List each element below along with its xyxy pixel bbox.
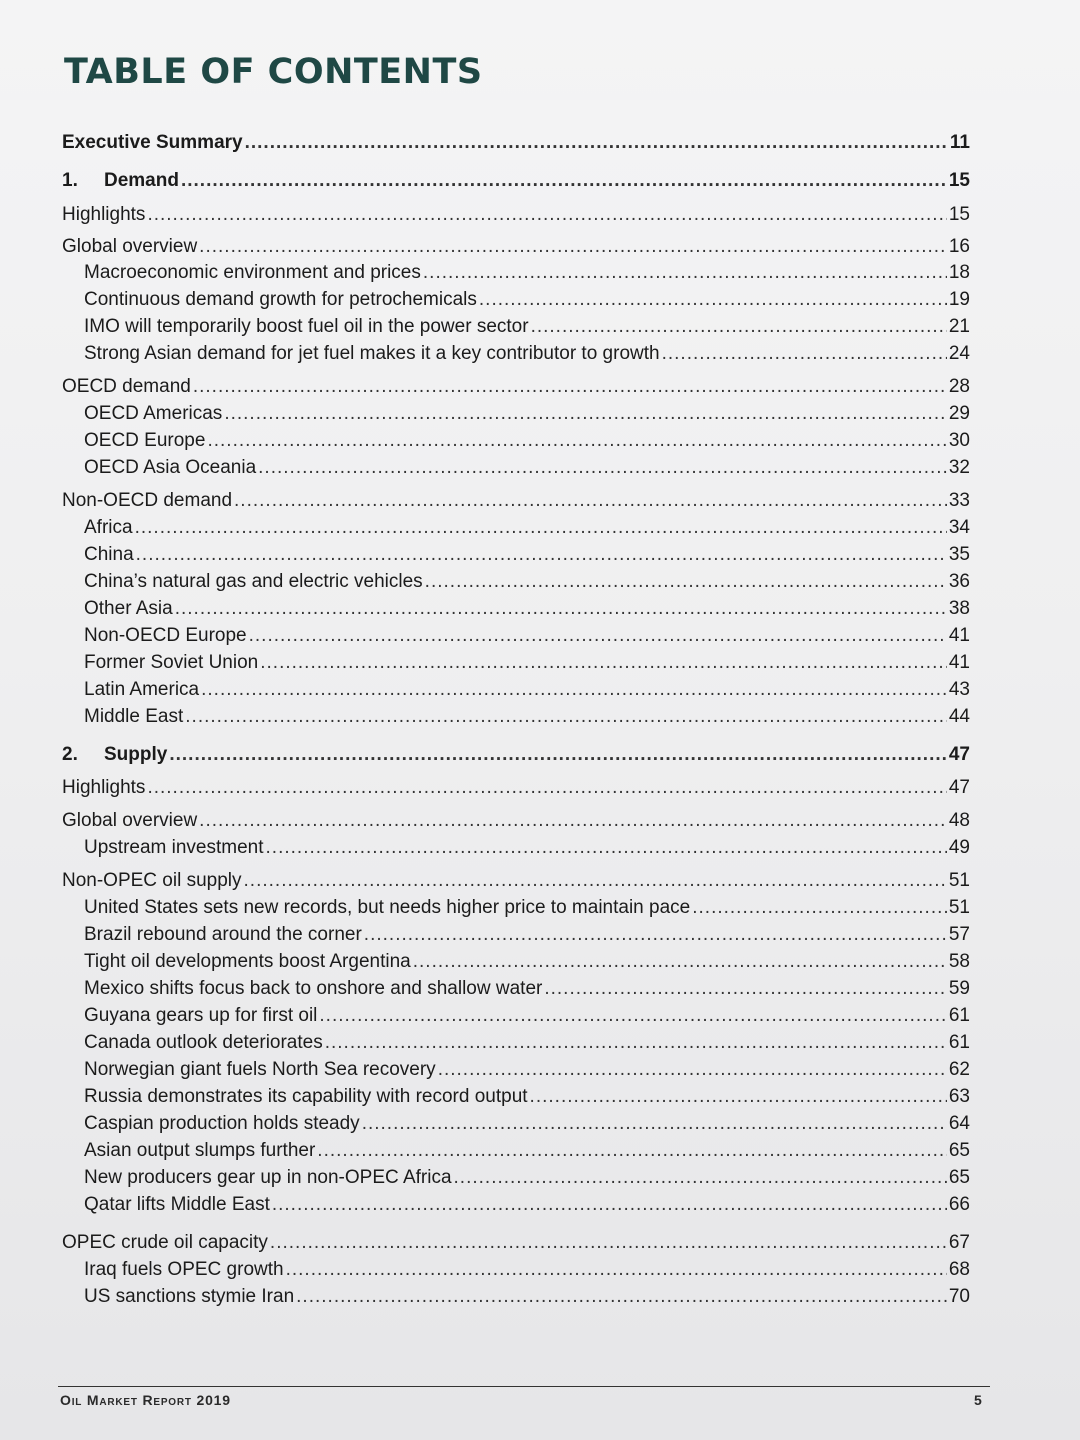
toc-entry-page-number: 41	[948, 652, 970, 673]
toc-entry[interactable]	[84, 897, 970, 921]
toc-entry[interactable]	[84, 625, 970, 649]
toc-leader-dots	[296, 1286, 947, 1308]
toc-leader-dots	[224, 403, 947, 425]
toc-entry-page-number: 41	[948, 625, 970, 646]
toc-entry[interactable]	[84, 652, 970, 676]
toc-entry-page-number: 19	[948, 289, 970, 310]
toc-entry-page-number: 35	[948, 544, 970, 565]
toc-entry[interactable]	[84, 1167, 970, 1191]
toc-entry[interactable]	[84, 571, 970, 595]
toc-entry-page-number: 65	[948, 1140, 970, 1161]
toc-leader-dots	[270, 1232, 947, 1254]
toc-entry[interactable]	[84, 924, 970, 948]
toc-entry[interactable]	[84, 1286, 970, 1310]
toc-entry-label: OECD Americas	[84, 403, 223, 424]
toc-entry[interactable]	[84, 837, 970, 861]
toc-entry-page-number: 32	[948, 457, 970, 478]
toc-entry[interactable]	[84, 598, 970, 622]
toc-entry-page-number: 34	[948, 517, 970, 538]
toc-entry[interactable]	[62, 376, 970, 400]
toc-entry-label: Iraq fuels OPEC growth	[84, 1259, 284, 1280]
toc-entry-page-number: 57	[948, 924, 970, 945]
toc-entry-label: Macroeconomic environment and prices	[84, 262, 421, 283]
toc-entry-label: Asian output slumps further	[84, 1140, 316, 1161]
toc-entry-number: 2.	[62, 744, 78, 765]
toc-entry-page-number: 61	[948, 1005, 970, 1026]
toc-leader-dots	[530, 1086, 947, 1108]
toc-entry[interactable]	[84, 1005, 970, 1029]
toc-entry-label: Former Soviet Union	[84, 652, 259, 673]
toc-leader-dots	[260, 652, 947, 674]
toc-entry-label: United States sets new records, but needs higher price to maintain pace	[84, 897, 691, 918]
toc-entry-page-number: 11	[949, 132, 970, 153]
toc-entry-label: IMO will temporarily boost fuel oil in the power sector	[84, 316, 529, 337]
toc-entry[interactable]	[62, 490, 970, 514]
toc-leader-dots	[438, 1059, 947, 1081]
toc-entry-page-number: 28	[948, 376, 970, 397]
toc-entry-label: Qatar lifts Middle East	[84, 1194, 270, 1215]
toc-entry-page-number: 68	[948, 1259, 970, 1280]
page-title: TABLE OF CONTENTS	[64, 52, 483, 92]
toc-leader-dots	[199, 236, 947, 258]
toc-entry[interactable]	[84, 951, 970, 975]
toc-entry[interactable]	[62, 204, 970, 228]
toc-entry-number: 1.	[62, 170, 78, 191]
toc-leader-dots	[319, 1005, 946, 1027]
toc-leader-dots	[258, 457, 947, 479]
toc-entry-page-number: 51	[948, 897, 970, 918]
toc-entry[interactable]	[62, 132, 970, 156]
toc-leader-dots	[425, 571, 947, 593]
toc-entry-page-number: 43	[948, 679, 970, 700]
toc-leader-dots	[272, 1194, 947, 1216]
toc-entry[interactable]	[84, 403, 970, 427]
toc-entry-page-number: 49	[948, 837, 970, 858]
toc-entry-page-number: 63	[948, 1086, 970, 1107]
toc-entry-page-number: 44	[948, 706, 970, 727]
toc-entry-label: Canada outlook deteriorates	[84, 1032, 323, 1053]
toc-entry-label: Strong Asian demand for jet fuel makes it a key contributor to growth	[84, 343, 660, 364]
toc-entry-label: Non-OPEC oil supply	[62, 870, 242, 891]
toc-entry-page-number: 66	[948, 1194, 970, 1215]
toc-entry-label: Supply	[104, 744, 168, 765]
toc-entry-label: Tight oil developments boost Argentina	[84, 951, 411, 972]
footer-report-title: Oil Market Report 2019	[60, 1392, 231, 1408]
toc-entry-page-number: 51	[948, 870, 970, 891]
toc-entry-label: Mexico shifts focus back to onshore and shallow water	[84, 978, 543, 999]
toc-entry[interactable]	[84, 343, 970, 367]
toc-entry-label: Global overview	[62, 810, 198, 831]
toc-leader-dots	[175, 598, 947, 620]
toc-entry-page-number: 59	[948, 978, 970, 999]
toc-entry[interactable]	[84, 1140, 970, 1164]
toc-leader-dots	[362, 1113, 947, 1135]
toc-entry-label: Latin America	[84, 679, 200, 700]
toc-entry[interactable]	[84, 289, 970, 313]
toc-entry-label: Non-OECD Europe	[84, 625, 247, 646]
toc-entry-page-number: 21	[948, 316, 970, 337]
toc-entry-label: OECD Europe	[84, 430, 206, 451]
toc-entry[interactable]	[84, 517, 970, 541]
toc-entry-label: China	[84, 544, 134, 565]
toc-entry-page-number: 64	[948, 1113, 970, 1134]
toc-entry-label: Russia demonstrates its capability with record output	[84, 1086, 528, 1107]
toc-leader-dots	[325, 1032, 947, 1054]
toc-entry[interactable]	[62, 236, 970, 260]
toc-entry[interactable]	[84, 1259, 970, 1283]
toc-leader-dots	[234, 490, 947, 512]
toc-entry-label: OECD demand	[62, 376, 191, 397]
toc-entry[interactable]	[62, 1232, 970, 1256]
toc-entry-label: Norwegian giant fuels North Sea recovery	[84, 1059, 436, 1080]
toc-leader-dots	[201, 679, 947, 701]
toc-entry[interactable]	[84, 1032, 970, 1056]
toc-entry-page-number: 67	[948, 1232, 970, 1253]
toc-entry-label: Africa	[84, 517, 133, 538]
toc-entry[interactable]	[62, 744, 970, 768]
toc-leader-dots	[454, 1167, 947, 1189]
toc-entry[interactable]	[84, 430, 970, 454]
toc-leader-dots	[185, 706, 947, 728]
toc-entry[interactable]	[84, 978, 970, 1002]
toc-leader-dots	[136, 544, 947, 566]
toc-leader-dots	[423, 262, 947, 284]
toc-leader-dots	[207, 430, 946, 452]
toc-entry[interactable]	[84, 262, 970, 286]
toc-entry-page-number: 24	[948, 343, 970, 364]
toc-leader-dots	[479, 289, 947, 311]
toc-leader-dots	[147, 777, 946, 799]
toc-leader-dots	[169, 744, 947, 766]
toc-entry-page-number: 16	[948, 236, 970, 257]
toc-entry[interactable]	[84, 1194, 970, 1218]
toc-entry-label: New producers gear up in non-OPEC Africa	[84, 1167, 452, 1188]
toc-leader-dots	[286, 1259, 947, 1281]
toc-leader-dots	[544, 978, 947, 1000]
toc-entry-page-number: 18	[948, 262, 970, 283]
toc-entry[interactable]	[62, 870, 970, 894]
toc-entry-label: Continuous demand growth for petrochemicals	[84, 289, 477, 310]
toc-entry[interactable]	[62, 810, 970, 834]
toc-entry-label: China’s natural gas and electric vehicles	[84, 571, 423, 592]
toc-entry-page-number: 15	[948, 204, 970, 225]
toc-entry-page-number: 38	[948, 598, 970, 619]
toc-entry-label: Demand	[104, 170, 179, 191]
toc-entry-label: Upstream investment	[84, 837, 264, 858]
toc-entry-page-number: 15	[948, 170, 970, 191]
footer-page-number: 5	[974, 1392, 982, 1408]
toc-entry-page-number: 33	[948, 490, 970, 511]
toc-leader-dots	[135, 517, 947, 539]
toc-leader-dots	[692, 897, 947, 919]
toc-entry[interactable]	[84, 1086, 970, 1110]
toc-entry[interactable]	[62, 777, 970, 801]
toc-entry-label: US sanctions stymie Iran	[84, 1286, 295, 1307]
toc-entry[interactable]	[84, 544, 970, 568]
toc-leader-dots	[413, 951, 947, 973]
toc-entry-page-number: 65	[948, 1167, 970, 1188]
toc-leader-dots	[317, 1140, 947, 1162]
toc-entry-label: OPEC crude oil capacity	[62, 1232, 268, 1253]
toc-entry-page-number: 47	[948, 777, 970, 798]
toc-entry-page-number: 36	[948, 571, 970, 592]
toc-entry-label: OECD Asia Oceania	[84, 457, 257, 478]
toc-leader-dots	[193, 376, 947, 398]
toc-leader-dots	[364, 924, 947, 946]
toc-entry[interactable]	[84, 316, 970, 340]
toc-leader-dots	[199, 810, 947, 832]
toc-entry[interactable]	[62, 170, 970, 194]
toc-leader-dots	[662, 343, 947, 365]
toc-entry-label: Non-OECD demand	[62, 490, 233, 511]
toc-entry-page-number: 47	[948, 744, 970, 765]
toc-leader-dots	[245, 132, 948, 154]
toc-leader-dots	[244, 870, 947, 892]
toc-entry-label: Highlights	[62, 777, 146, 798]
toc-entry-label: Global overview	[62, 236, 198, 257]
toc-entry-page-number: 58	[948, 951, 970, 972]
toc-entry-page-number: 61	[948, 1032, 970, 1053]
toc-entry[interactable]	[84, 706, 970, 730]
toc-leader-dots	[147, 204, 946, 226]
toc-entry-page-number: 62	[948, 1059, 970, 1080]
toc-leader-dots	[181, 170, 947, 192]
toc-entry-label: Middle East	[84, 706, 184, 727]
toc-leader-dots	[249, 625, 947, 647]
toc-entry-page-number: 29	[948, 403, 970, 424]
toc-entry[interactable]	[84, 457, 970, 481]
footer-rule	[58, 1386, 990, 1387]
toc-entry-label: Caspian production holds steady	[84, 1113, 360, 1134]
toc-entry-label: Guyana gears up for first oil	[84, 1005, 318, 1026]
toc-entry-page-number: 70	[948, 1286, 970, 1307]
toc-entry-label: Other Asia	[84, 598, 173, 619]
toc-entry-page-number: 48	[948, 810, 970, 831]
toc-leader-dots	[531, 316, 947, 338]
toc-entry[interactable]	[84, 1113, 970, 1137]
toc-entry-page-number: 30	[948, 430, 970, 451]
toc-entry[interactable]	[84, 679, 970, 703]
toc-entry-label: Brazil rebound around the corner	[84, 924, 362, 945]
toc-leader-dots	[266, 837, 947, 859]
toc-entry[interactable]	[84, 1059, 970, 1083]
toc-entry-label: Highlights	[62, 204, 146, 225]
toc-entry-label: Executive Summary	[62, 132, 243, 153]
